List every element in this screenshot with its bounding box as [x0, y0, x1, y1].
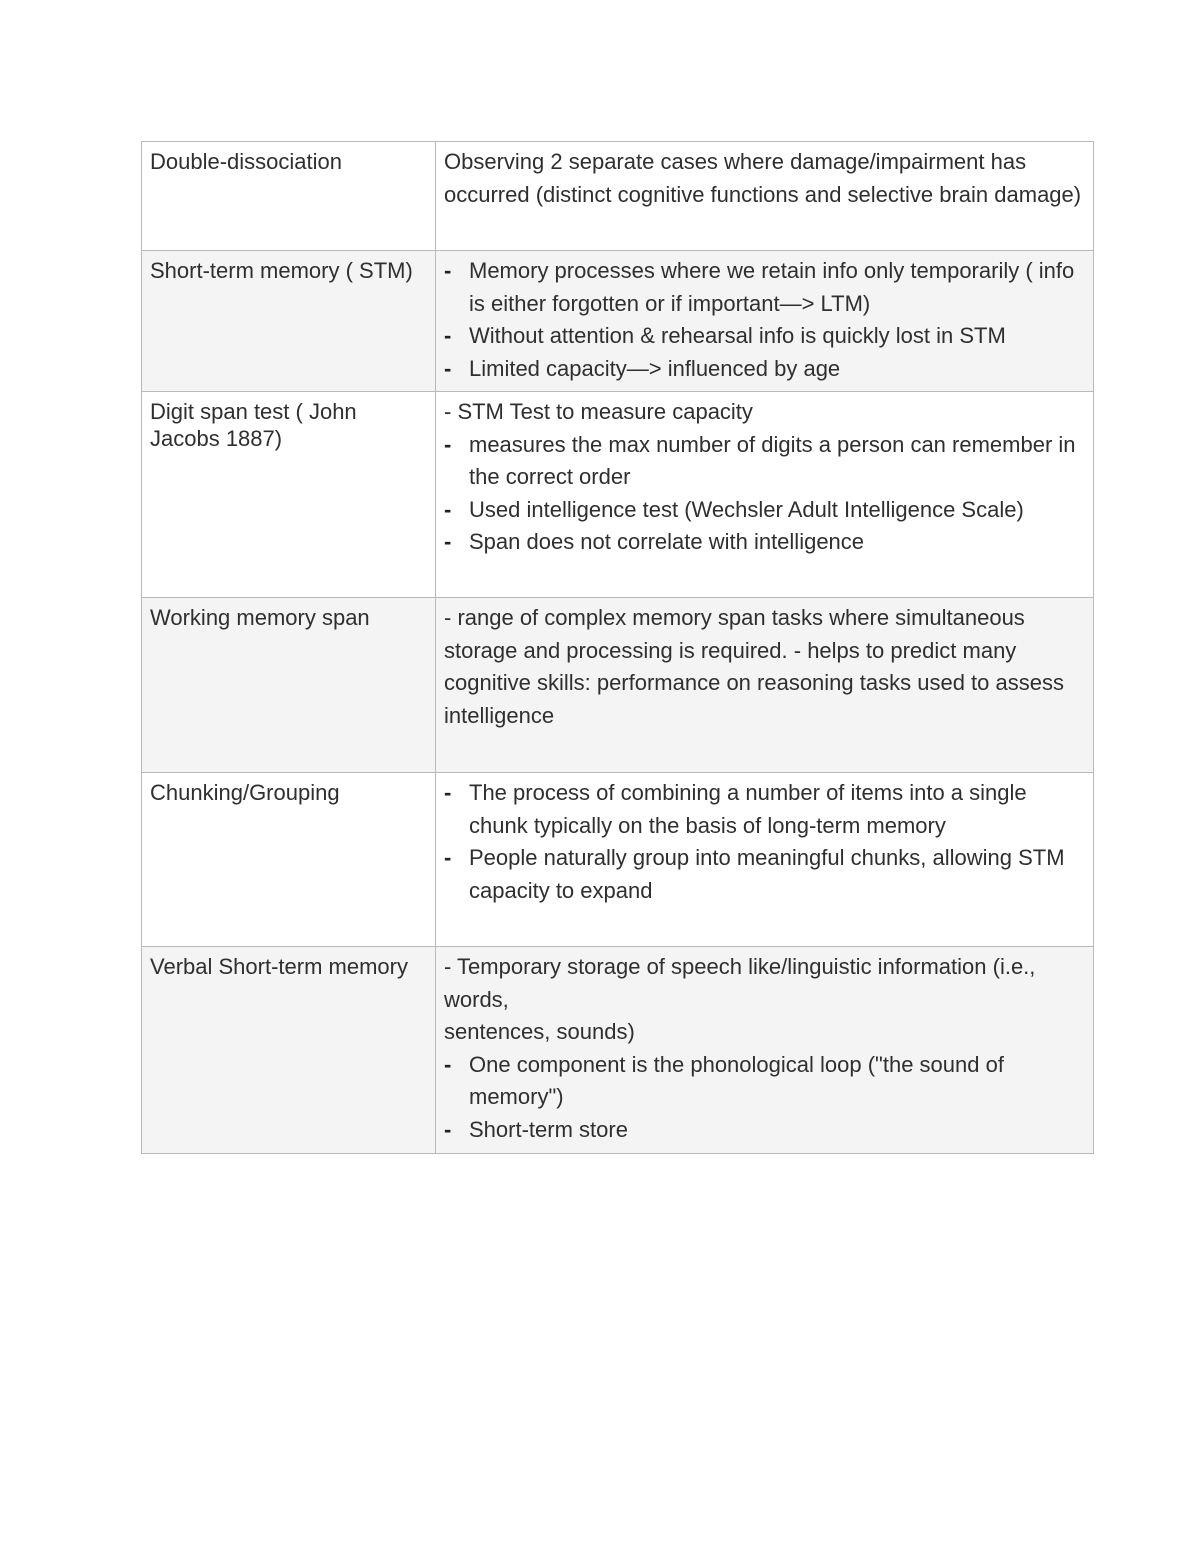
bullet-list: [444, 777, 1085, 907]
list-item: [444, 777, 1085, 842]
table-row: [142, 773, 1094, 947]
definition-cell: [436, 392, 1094, 598]
table-row: [142, 251, 1094, 392]
definition-cell: [436, 773, 1094, 947]
definition-text: - Temporary storage of speech like/linguistic information (i.e., words,: [444, 954, 1036, 1012]
dash-bullet-icon: -: [444, 258, 452, 283]
dash-bullet-icon: -: [444, 431, 452, 457]
list-item: [444, 429, 1085, 494]
definition-text: - range of complex memory span tasks where simultaneous storage and processing is required. - helps to predict many cognitive skills: performance on reasoning tasks used to assess intelligence: [444, 605, 1064, 728]
term-cell: Working memory span: [142, 598, 436, 773]
definition-text: sentences, sounds): [444, 1019, 635, 1044]
dash-bullet-icon: -: [444, 1051, 452, 1077]
definition-cell: [436, 251, 1094, 392]
term-cell: Short-term memory ( STM): [142, 251, 436, 392]
table-row: [142, 392, 1094, 598]
list-item: [444, 494, 1085, 527]
bullet-text: Limited capacity—> influenced by age: [469, 355, 841, 381]
notes-table: [141, 141, 1094, 1154]
term-cell: Digit span test ( John Jacobs 1887): [142, 392, 436, 598]
definition-text: - STM Test to measure capacity: [444, 399, 753, 424]
table-row: [142, 142, 1094, 251]
dash-bullet-icon: -: [444, 845, 452, 870]
bullet-text: People naturally group into meaningful chunks, allowing STM capacity to expand: [469, 845, 1065, 903]
list-item: [444, 1049, 1085, 1114]
term-cell: Double-dissociation: [142, 142, 436, 251]
list-item: [444, 842, 1085, 907]
bullet-list: [444, 429, 1085, 559]
dash-bullet-icon: -: [444, 496, 452, 522]
definition-cell: [436, 142, 1094, 251]
bullet-text: Memory processes where we retain info only temporarily ( info is either forgotten or if important—> LTM): [469, 258, 1075, 316]
bullet-list: [444, 255, 1085, 385]
table-row: [142, 598, 1094, 773]
bullet-text: One component is the phonological loop ("the sound of memory"): [469, 1051, 1004, 1109]
definition-text: Observing 2 separate cases where damage/impairment has occurred (distinct cognitive functions and selective brain damage): [444, 149, 1082, 207]
dash-bullet-icon: -: [444, 355, 452, 381]
bullet-text: measures the max number of digits a person can remember in the correct order: [469, 431, 1076, 489]
list-item: [444, 1114, 1085, 1147]
bullet-text: Short-term store: [469, 1116, 628, 1142]
list-item: [444, 526, 1085, 559]
term-cell: Chunking/Grouping: [142, 773, 436, 947]
dash-bullet-icon: -: [444, 780, 452, 805]
list-item: [444, 353, 1085, 386]
bullet-text: Used intelligence test (Wechsler Adult Intelligence Scale): [469, 496, 1024, 522]
bullet-text: Span does not correlate with intelligence: [469, 529, 865, 554]
definition-cell: [436, 598, 1094, 773]
bullet-text: The process of combining a number of items into a single chunk typically on the basis of long-term memory: [469, 780, 1027, 838]
term-cell: Verbal Short-term memory: [142, 947, 436, 1154]
definition-cell: [436, 947, 1094, 1154]
list-item: [444, 255, 1085, 320]
bullet-text: Without attention & rehearsal info is quickly lost in STM: [469, 323, 1006, 348]
list-item: [444, 320, 1085, 353]
dash-bullet-icon: -: [444, 1116, 452, 1142]
dash-bullet-icon: -: [444, 323, 452, 348]
bullet-list: [444, 1049, 1085, 1147]
dash-bullet-icon: -: [444, 529, 452, 554]
table-row: [142, 947, 1094, 1154]
